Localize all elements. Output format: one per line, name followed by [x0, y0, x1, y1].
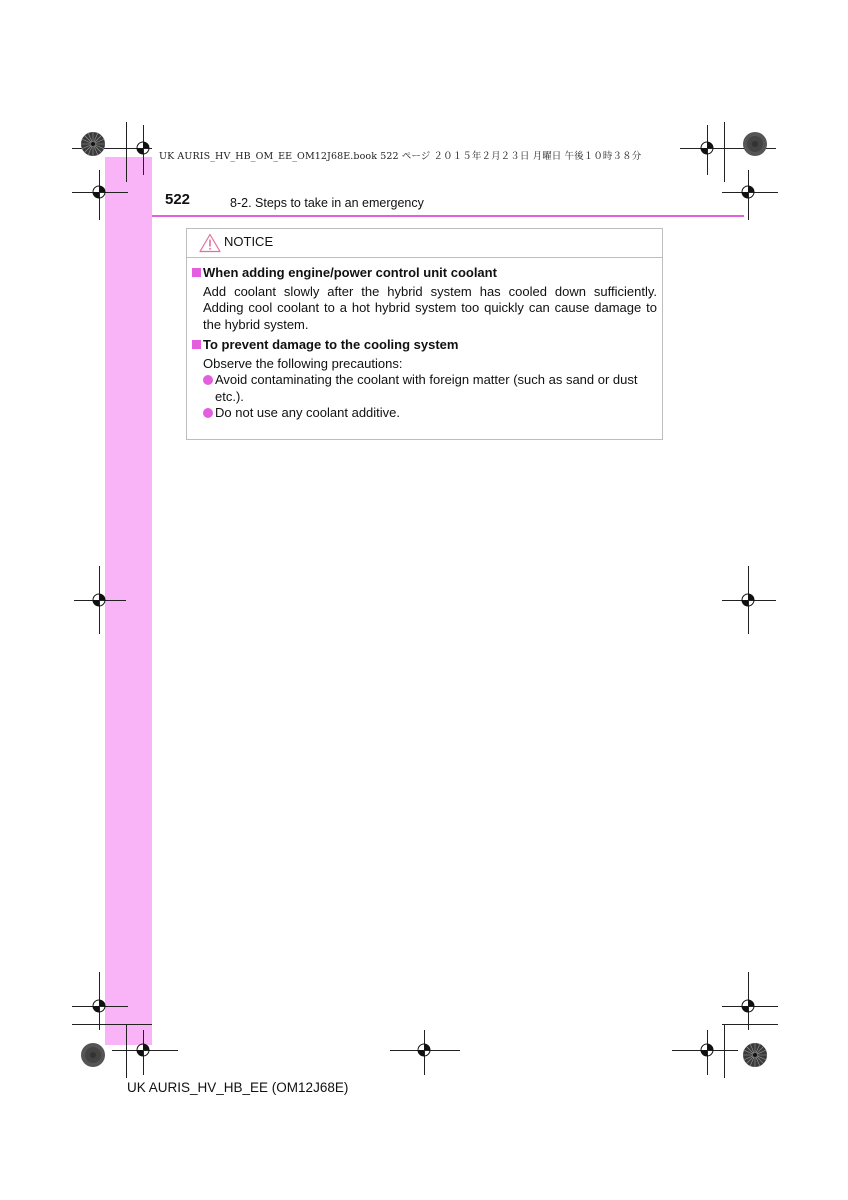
section-tab-strip — [105, 157, 152, 1045]
notice-header — [187, 229, 662, 258]
registration-mark-icon — [416, 1042, 432, 1058]
notice-subheading — [191, 265, 657, 282]
warning-triangle-icon — [199, 233, 221, 253]
notice-subheading — [191, 337, 657, 354]
registration-mark-icon — [91, 592, 107, 608]
color-rosette-icon — [80, 131, 106, 157]
crop-mark-line — [724, 1024, 725, 1078]
registration-mark-icon — [699, 140, 715, 156]
color-rosette-icon — [80, 1042, 106, 1068]
list-item-text: Avoid contaminating the coolant with foreign matter (such as sand or dust etc.). — [215, 372, 638, 404]
print-file-info: UK AURIS_HV_HB_OM_EE_OM12J68E.book 522 ページ ２０１５年２月２３日 月曜日 午後１０時３８分 — [159, 151, 642, 162]
section-title: 8-2. Steps to take in an emergency — [230, 196, 424, 210]
page-number: 522 — [165, 191, 191, 208]
subheading-text: To prevent damage to the cooling system — [203, 337, 459, 352]
notice-content — [191, 265, 657, 422]
header-rule — [152, 215, 744, 217]
notice-paragraph: Add coolant slowly after the hybrid system has cooled down sufficiently. Adding cool coolant to a hot hybrid system too quickly can cause damage to the hybrid system. — [203, 283, 657, 332]
registration-mark-icon — [91, 184, 107, 200]
round-bullet-icon — [203, 375, 213, 385]
notice-paragraph: Observe the following precautions: — [203, 355, 403, 371]
square-bullet-icon — [192, 268, 201, 277]
registration-mark-icon — [740, 184, 756, 200]
crop-mark-line — [126, 122, 127, 182]
footer-model-code: UK AURIS_HV_HB_EE (OM12J68E) — [127, 1080, 349, 1095]
color-rosette-icon — [742, 131, 768, 157]
round-bullet-icon — [203, 408, 213, 418]
color-rosette-icon — [742, 1042, 768, 1068]
registration-mark-icon — [135, 1042, 151, 1058]
registration-mark-icon — [91, 998, 107, 1014]
registration-mark-icon — [740, 592, 756, 608]
notice-box — [186, 228, 663, 440]
crop-mark-line — [72, 1024, 152, 1025]
registration-mark-icon — [135, 140, 151, 156]
subheading-text: When adding engine/power control unit coolant — [203, 265, 497, 280]
registration-mark-icon — [740, 998, 756, 1014]
crop-mark-line — [724, 122, 725, 182]
registration-mark-icon — [699, 1042, 715, 1058]
list-item — [191, 372, 657, 405]
list-item-text: Do not use any coolant additive. — [215, 405, 401, 420]
crop-mark-line — [126, 1024, 127, 1078]
crop-mark-line — [722, 1024, 778, 1025]
notice-label: NOTICE — [224, 234, 274, 249]
list-item — [191, 405, 657, 422]
square-bullet-icon — [192, 340, 201, 349]
